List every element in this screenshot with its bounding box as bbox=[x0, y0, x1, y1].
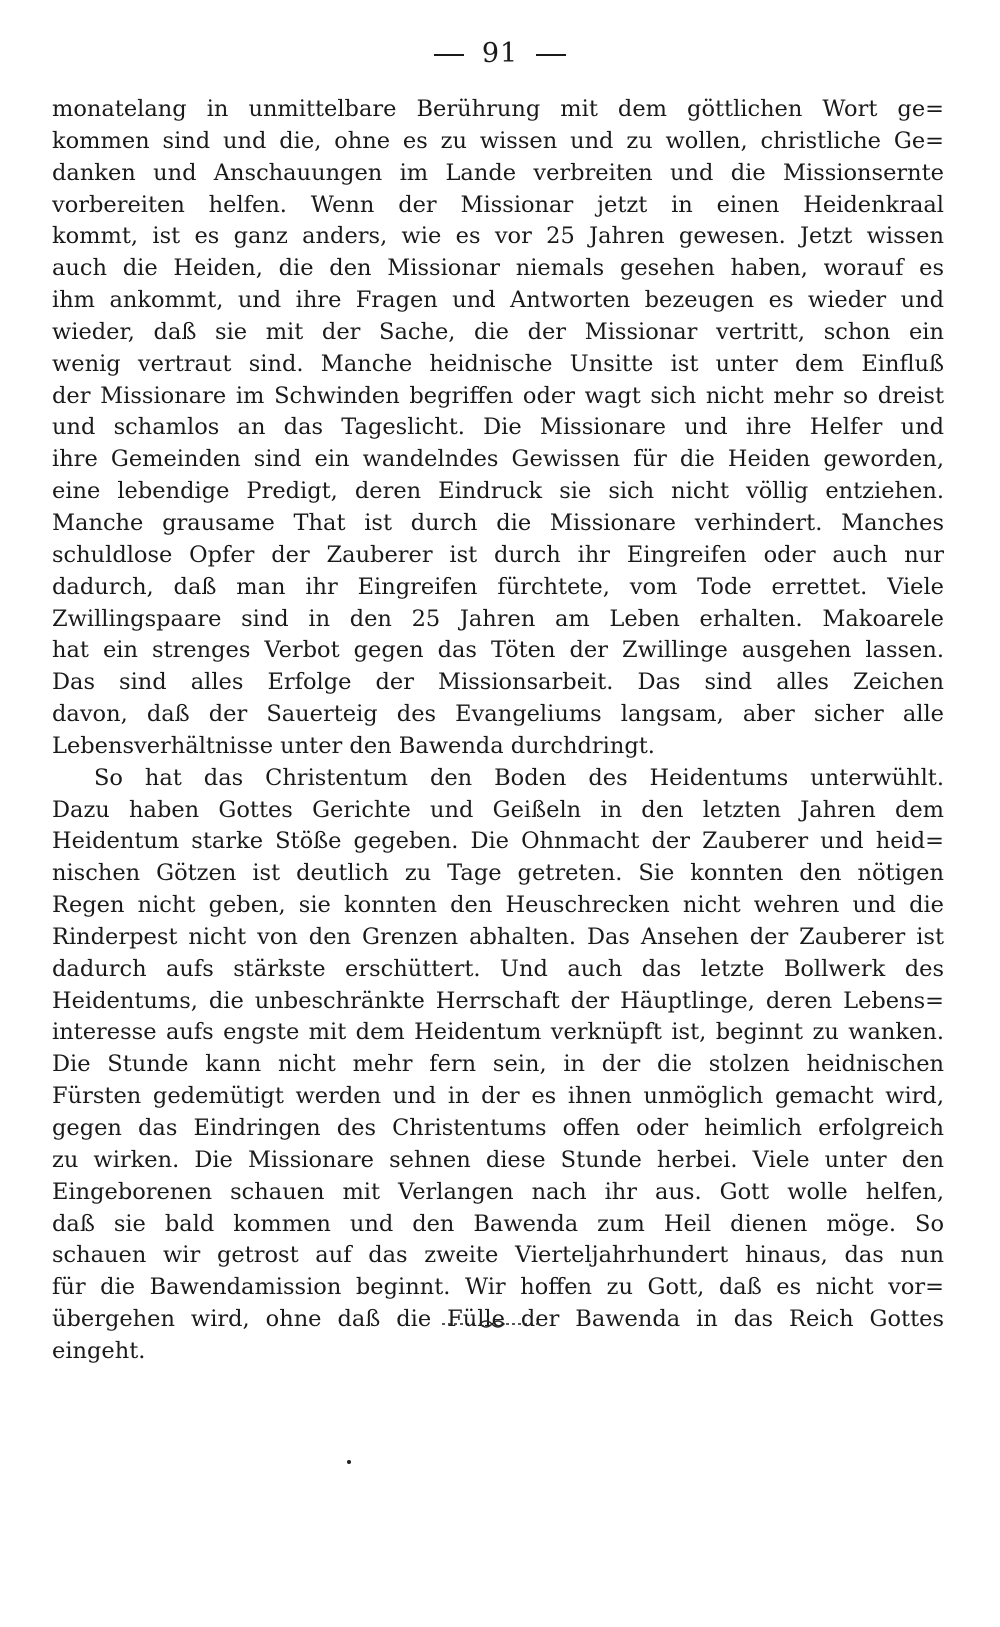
text-line: davon, daß der Sauerteig des Evangeliums langsam, aber sicher alle bbox=[52, 701, 944, 728]
text-line: wieder, daß sie mit der Sache, die der Missionar vertritt, schon ein bbox=[52, 318, 944, 345]
text-line: ihre Gemeinden sind ein wandelndes Gewissen für die Heiden geworden, bbox=[52, 446, 944, 473]
text-line: Heidentum starke Stöße gegeben. Die Ohnmacht der Zauberer und heid= bbox=[52, 828, 944, 855]
text-line: dadurch, daß man ihr Eingreifen fürchtete, vom Tode errettet. Viele bbox=[52, 573, 944, 600]
text-line: schuldlose Opfer der Zauberer ist durch ihr Eingreifen oder auch nur bbox=[52, 541, 944, 568]
text-line: Zwillingspaare sind in den 25 Jahren am Leben erhalten. Makoarele bbox=[52, 605, 944, 632]
text-line: kommt, ist es ganz anders, wie es vor 25 Jahren gewesen. Jetzt wissen bbox=[52, 223, 944, 250]
text-line: danken und Anschauungen im Lande verbreiten und die Missionsernte bbox=[52, 159, 944, 186]
text-line: für die Bawendamission beginnt. Wir hoffen zu Gott, daß es nicht vor= bbox=[52, 1274, 944, 1301]
text-line: nischen Götzen ist deutlich zu Tage getreten. Sie konnten den nötigen bbox=[52, 860, 944, 887]
text-line: monatelang in unmittelbare Berührung mit dem göttlichen Wort ge= bbox=[52, 96, 944, 122]
text-line: Dazu haben Gottes Gerichte und Geißeln in den letzten Jahren dem bbox=[52, 796, 944, 823]
text-line: eingeht. bbox=[52, 1337, 146, 1364]
paragraph-start-line: So hat das Christentum den Boden des Heidentums unterwühlt. bbox=[94, 764, 944, 791]
text-line: und schamlos an das Tageslicht. Die Missionare und ihre Helfer und bbox=[52, 414, 944, 441]
text-line: schauen wir getrost auf das zweite Vierteljahrhundert hinaus, das nun bbox=[52, 1242, 944, 1269]
text-line: Die Stunde kann nicht mehr fern sein, in der die stolzen heidnischen bbox=[52, 1051, 944, 1078]
text-line: Manche grausame That ist durch die Missionare verhindert. Manches bbox=[52, 509, 944, 536]
text-line: übergehen wird, ohne daß die Fülle der Bawenda in das Reich Gottes bbox=[52, 1306, 944, 1333]
text-line: gegen das Eindringen des Christentums offen oder heimlich erfolgreich bbox=[52, 1115, 944, 1141]
text-line: eine lebendige Predigt, deren Eindruck sie sich nicht völlig entziehen. bbox=[52, 478, 944, 505]
text-line: auch die Heiden, die den Missionar niemals gesehen haben, worauf es bbox=[52, 255, 944, 282]
text-line: hat ein strenges Verbot gegen das Töten der Zwillinge ausgehen lassen. bbox=[52, 637, 944, 664]
left-dash bbox=[434, 54, 464, 56]
text-line: Fürsten gedemütigt werden und in der es ihnen unmöglich gemacht wird, bbox=[52, 1083, 944, 1110]
print-speck bbox=[347, 1460, 351, 1464]
text-line: wenig vertraut sind. Manche heidnische Unsitte ist unter dem Einfluß bbox=[52, 350, 944, 377]
text-line: kommen sind und die, ohne es zu wissen und zu wollen, christliche Ge= bbox=[52, 127, 944, 154]
text-line: Regen nicht geben, sie konnten den Heuschrecken nicht wehren und die bbox=[52, 892, 944, 919]
text-line: Eingeborenen schauen mit Verlangen nach ihr aus. Gott wolle helfen, bbox=[52, 1178, 944, 1205]
text-line: vorbereiten helfen. Wenn der Missionar jetzt in einen Heidenkraal bbox=[52, 191, 944, 218]
text-line: dadurch aufs stärkste erschüttert. Und auch das letzte Bollwerk des bbox=[52, 955, 944, 982]
section-end-ornament bbox=[442, 1318, 542, 1330]
text-line: interesse aufs engste mit dem Heidentum verknüpft ist, beginnt zu wanken. bbox=[52, 1019, 944, 1046]
text-line: Heidentums, die unbeschränkte Herrschaft der Häuptlinge, deren Lebens= bbox=[52, 987, 944, 1014]
text-line: Das sind alles Erfolge der Missionsarbeit. Das sind alles Zeichen bbox=[52, 669, 944, 696]
right-dash bbox=[536, 54, 566, 56]
text-line: ihm ankommt, und ihre Fragen und Antworten bezeugen es wieder und bbox=[52, 287, 944, 314]
text-line: Lebensverhältnisse unter den Bawenda durchdringt. bbox=[52, 732, 655, 759]
text-line: Rinderpest nicht von den Grenzen abhalten. Das Ansehen der Zauberer ist bbox=[52, 923, 944, 950]
body-text bbox=[52, 94, 944, 1368]
text-line: der Missionare im Schwinden begriffen oder wagt sich nicht mehr so dreist bbox=[52, 382, 944, 409]
text-line: daß sie bald kommen und den Bawenda zum Heil dienen möge. So bbox=[52, 1210, 944, 1237]
text-line: zu wirken. Die Missionare sehnen diese Stunde herbei. Viele unter den bbox=[52, 1146, 944, 1173]
page-header bbox=[0, 38, 1000, 69]
page-number: 91 bbox=[481, 38, 519, 69]
